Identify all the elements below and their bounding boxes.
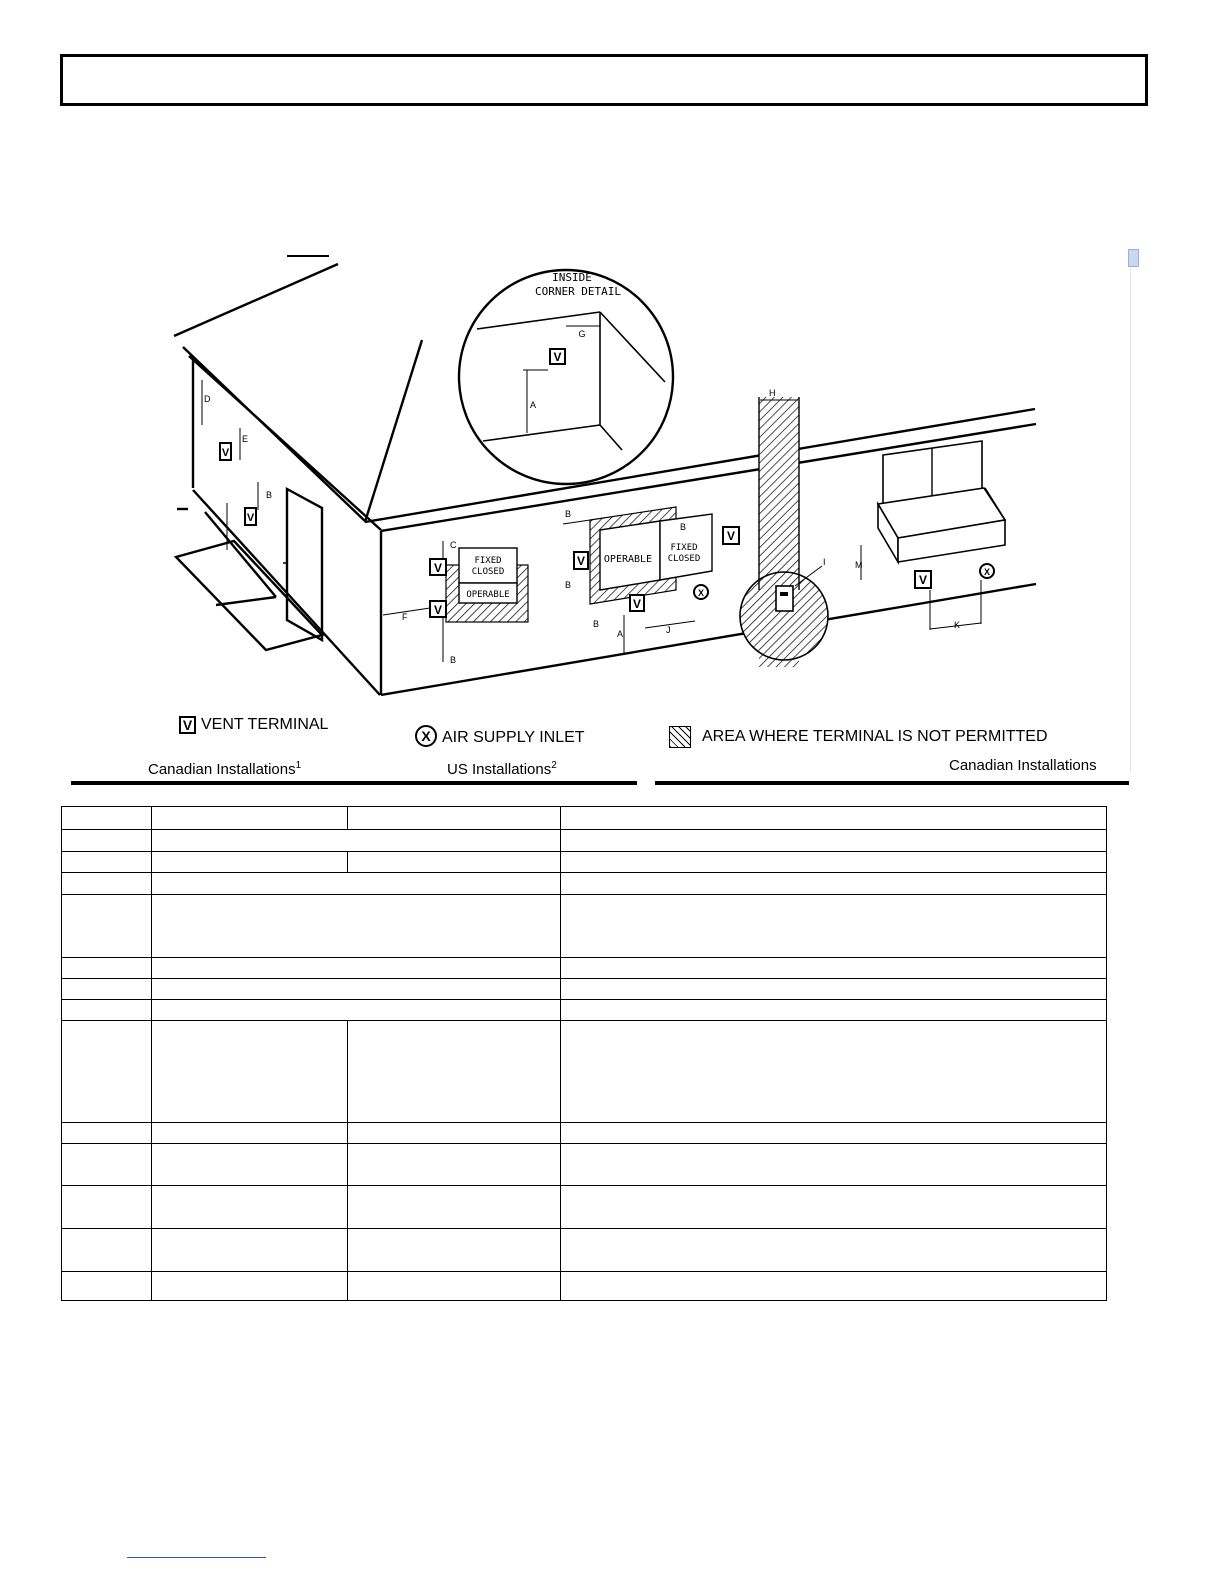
air-supply-icon: [415, 725, 437, 747]
table-cell: [152, 830, 561, 852]
table-row: [62, 1271, 1107, 1300]
table-cell: [62, 957, 152, 978]
table-cell: [62, 852, 152, 873]
table-cell: [348, 852, 561, 873]
table-row: [62, 1229, 1107, 1271]
us-sup: 2: [551, 760, 557, 771]
table-cell: [152, 1271, 348, 1300]
table-cell: [561, 894, 1107, 957]
dim-label-b: B: [593, 619, 600, 629]
dim-label-m: M: [855, 560, 863, 570]
dim-label-b: B: [450, 655, 457, 665]
dim-label-g: G: [578, 329, 586, 339]
left-window: [383, 540, 528, 665]
table-cell: [62, 894, 152, 957]
table-cell: [62, 873, 152, 894]
table-row: [62, 894, 1107, 957]
table-cell: [152, 1122, 348, 1143]
table-cell: [152, 1143, 348, 1185]
fixed-closed-label: FIXED: [474, 556, 502, 566]
legend-rule-right: [655, 781, 1129, 785]
table-row: [62, 807, 1107, 830]
table-cell: [348, 1122, 561, 1143]
table-cell: [348, 807, 561, 830]
us-installations: [447, 757, 557, 779]
table-cell: [62, 1229, 152, 1271]
dim-label-a: A: [617, 629, 624, 639]
table-cell: [152, 1021, 348, 1123]
table-row: [62, 852, 1107, 873]
table-cell: [561, 1229, 1107, 1271]
dim-label-c: C: [450, 540, 457, 550]
dim-label-f: F: [402, 612, 408, 622]
vent-symbol: V: [182, 717, 193, 733]
scroll-edge: [1130, 268, 1131, 773]
table-cell: [561, 1000, 1107, 1021]
vent-terminal-icon: V: [726, 529, 736, 543]
table-cell: [62, 1000, 152, 1021]
table-cell: [348, 1271, 561, 1300]
table-row: [62, 979, 1107, 1000]
table-cell: [561, 807, 1107, 830]
legend-vent-terminal: VENT TERMINAL: [201, 716, 329, 733]
table-row: [62, 1122, 1107, 1143]
table-row: [62, 1143, 1107, 1185]
table-cell: [561, 830, 1107, 852]
table-row: [62, 1186, 1107, 1229]
table-cell: [561, 957, 1107, 978]
inside-corner-detail: [459, 270, 673, 484]
fixed-closed-label: CLOSED: [667, 554, 701, 564]
table-cell: [62, 1021, 152, 1123]
air-symbol: X: [421, 728, 431, 744]
dim-label-j: J: [666, 625, 671, 635]
air-supply-icon: X: [697, 588, 705, 598]
dim-label-k: K: [954, 620, 961, 630]
vent-terminal-icon: V: [576, 554, 586, 568]
table-cell: [348, 1021, 561, 1123]
table-cell: [152, 873, 561, 894]
table-row: [62, 873, 1107, 894]
canadian-installations-right: Canadian Installations: [949, 757, 1097, 774]
table-cell: [152, 894, 561, 957]
vent-terminal-icon: V: [433, 561, 443, 575]
table-cell: [561, 852, 1107, 873]
canadian-left-label: Canadian Installations: [148, 761, 296, 778]
table-cell: [152, 1000, 561, 1021]
table-cell: [561, 1021, 1107, 1123]
detail-title-line2: CORNER DETAIL: [534, 285, 622, 298]
vent-terminal-icon: V: [632, 597, 642, 611]
table-cell: [348, 1229, 561, 1271]
dim-label-b: B: [565, 509, 572, 519]
canadian-installations-left: [148, 757, 301, 779]
table-cell: [62, 1122, 152, 1143]
side-wall-vents: [202, 380, 272, 550]
us-installations-label: US Installations: [447, 761, 552, 778]
table-cell: [62, 1271, 152, 1300]
legend-air-supply: AIR SUPPLY INLET: [442, 729, 585, 746]
dim-label-b: B: [565, 580, 572, 590]
clearance-table: [61, 806, 1107, 1301]
vent-terminal-icon: V: [918, 573, 928, 587]
table-cell: [561, 1186, 1107, 1229]
dim-label-d: D: [204, 394, 211, 404]
fixed-closed-label: CLOSED: [471, 567, 505, 577]
vent-terminal-icon: [179, 716, 196, 734]
table-cell: [62, 1143, 152, 1185]
operable-label: OPERABLE: [603, 554, 653, 565]
dim-label-a-detail: A: [530, 400, 537, 410]
vent-terminal-icon: V: [553, 350, 562, 364]
scroll-marker[interactable]: [1128, 249, 1139, 267]
vent-terminal-icon: V: [246, 512, 255, 524]
table-cell: [561, 1271, 1107, 1300]
center-window: [563, 507, 739, 655]
table-cell: [62, 979, 152, 1000]
table-cell: [561, 1122, 1107, 1143]
table-cell: [152, 979, 561, 1000]
table-row: [62, 830, 1107, 852]
table-cell: [152, 807, 348, 830]
legend-not-permitted: AREA WHERE TERMINAL IS NOT PERMITTED: [702, 728, 1048, 745]
legend-rule-left: [71, 781, 637, 785]
table-cell: [62, 830, 152, 852]
table-row: [62, 1021, 1107, 1123]
vent-terminal-icon: V: [221, 447, 230, 459]
meter-chimney: [740, 388, 828, 667]
table-cell: [152, 852, 348, 873]
canadian-left-sup: 1: [295, 760, 302, 771]
footer-link-underline[interactable]: [127, 1557, 266, 1558]
table-cell: [152, 957, 561, 978]
table-row: [62, 1000, 1107, 1021]
dim-label-b-side: B: [266, 490, 273, 500]
table-cell: [152, 1229, 348, 1271]
dim-label-i: I: [823, 557, 826, 567]
hatch-area-icon: [669, 726, 691, 748]
table-row: [62, 957, 1107, 978]
fixed-closed-label: FIXED: [670, 543, 698, 553]
table-cell: [62, 1186, 152, 1229]
dim-label-e: E: [242, 434, 249, 444]
vent-terminal-icon: V: [433, 603, 443, 617]
dim-label-h: H: [769, 388, 776, 398]
table-cell: [152, 1186, 348, 1229]
operable-label: OPERABLE: [466, 590, 510, 600]
dim-label-b: B: [680, 522, 687, 532]
table-cell: [348, 1143, 561, 1185]
title-box: [60, 54, 1148, 106]
balcony: [878, 441, 1005, 562]
table-cell: [561, 1143, 1107, 1185]
table-cell: [348, 1186, 561, 1229]
table-cell: [561, 979, 1107, 1000]
air-supply-icon: X: [983, 567, 991, 577]
table-cell: [62, 807, 152, 830]
detail-title-line1: INSIDE: [552, 271, 592, 284]
table-cell: [561, 873, 1107, 894]
